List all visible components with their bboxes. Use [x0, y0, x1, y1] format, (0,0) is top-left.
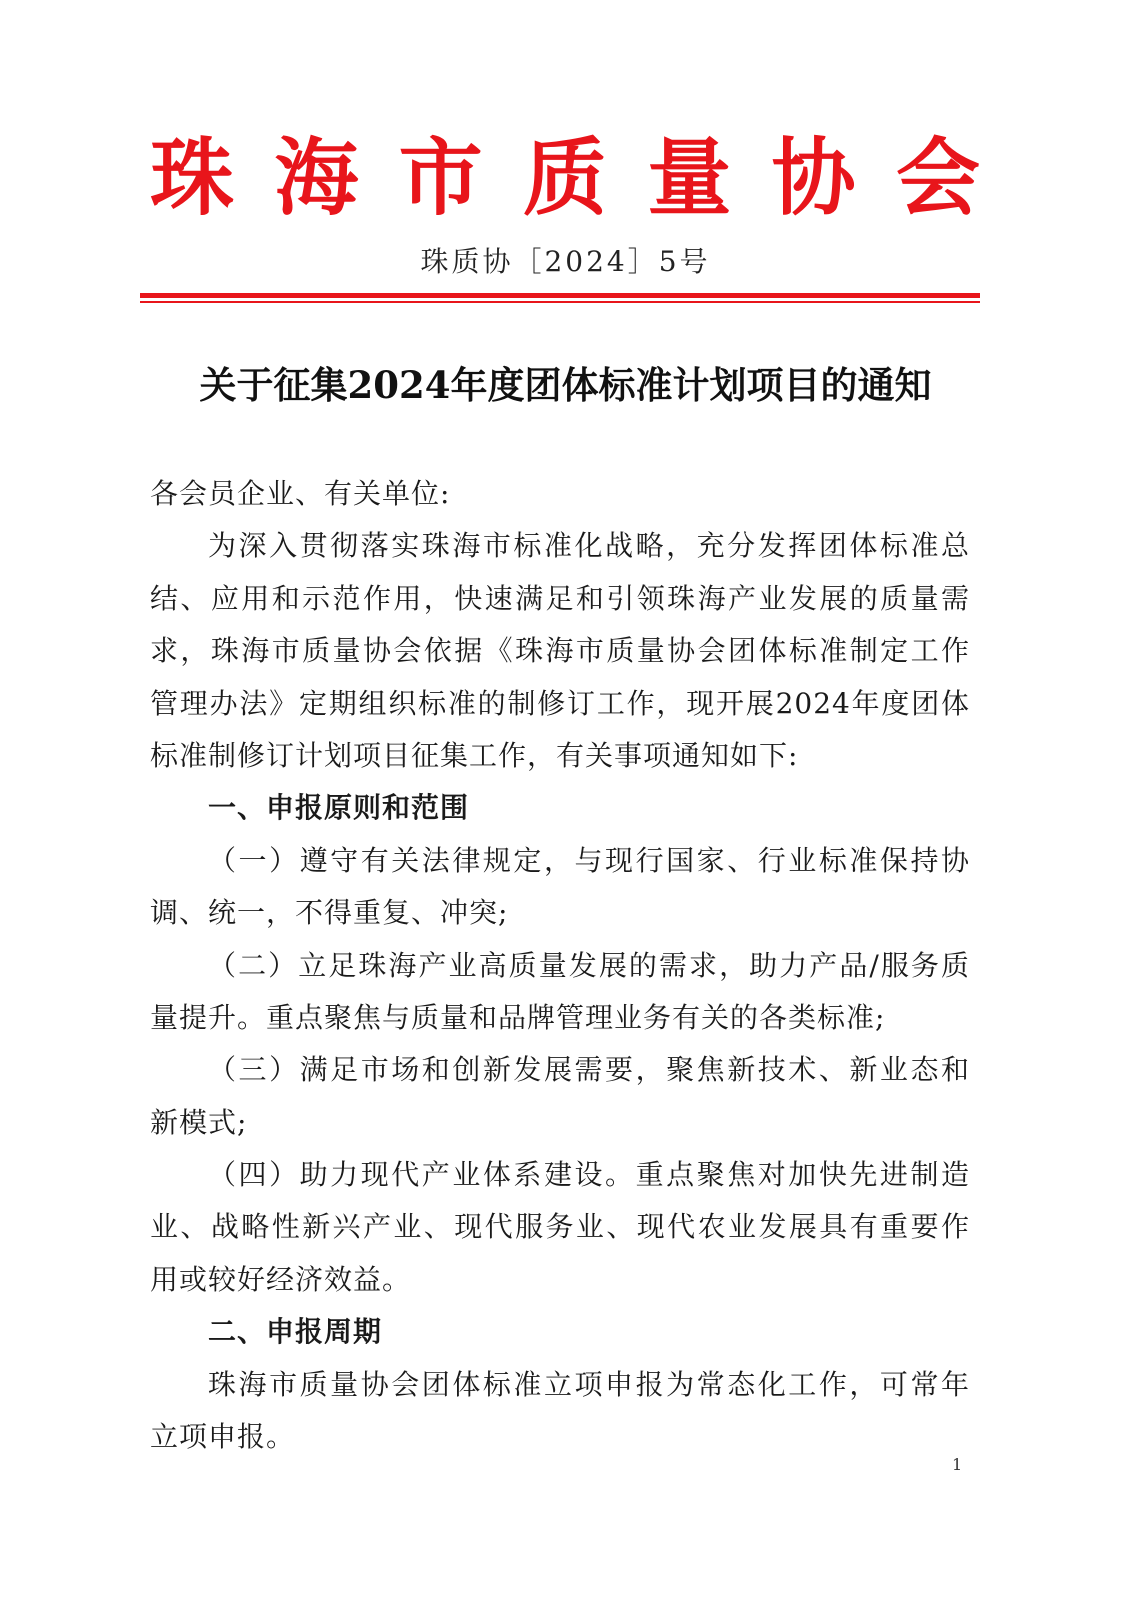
paragraph-line: 为深入贯彻落实珠海市标准化战略，充分发挥团体标准总 — [208, 529, 970, 563]
org-name-char: 质 — [522, 128, 607, 227]
document-body — [150, 468, 970, 1463]
paragraph-line: 求，珠海市质量协会依据《珠海市质量协会团体标准制定工作 — [150, 634, 970, 668]
salutation: 各会员企业、有关单位: — [150, 477, 451, 510]
paragraph-line: 结、应用和示范作用，快速满足和引领珠海产业发展的质量需 — [150, 581, 970, 615]
section-heading: 二、申报周期 — [208, 1315, 383, 1349]
org-name-char: 市 — [398, 128, 483, 227]
header-divider-thick — [140, 293, 980, 298]
paragraph-line: 立项申报。 — [150, 1420, 296, 1454]
paragraph-line: （二）立足珠海产业高质量发展的需求，助力产品/服务质 — [208, 948, 970, 982]
paragraph-line: 调、统一，不得重复、冲突; — [150, 896, 509, 930]
document-title: 关于征集2024年度团体标准计划项目的通知 — [199, 363, 932, 407]
org-name-char: 珠 — [150, 128, 235, 227]
page-number: 1 — [952, 1455, 963, 1474]
paragraph-line: （三）满足市场和创新发展需要，聚焦新技术、新业态和 — [208, 1053, 970, 1087]
paragraph-line: 珠海市质量协会团体标准立项申报为常态化工作，可常年 — [208, 1367, 970, 1401]
section-heading: 一、申报原则和范围 — [208, 791, 470, 825]
header-divider-thin — [140, 301, 980, 303]
paragraph-line: 量提升。重点聚焦与质量和品牌管理业务有关的各类标准; — [150, 1000, 886, 1034]
issuing-org-header — [150, 128, 980, 228]
paragraph-line: （一）遵守有关法律规定，与现行国家、行业标准保持协 — [208, 843, 970, 877]
org-name-char: 量 — [647, 128, 732, 227]
document-number: 珠质协［2024］5号 — [420, 245, 711, 278]
paragraph-line: 管理办法》定期组织标准的制修订工作，现开展2024年度团体 — [150, 686, 970, 720]
paragraph-line: （四）助力现代产业体系建设。重点聚焦对加快先进制造 — [208, 1158, 970, 1192]
paragraph-line: 业、战略性新兴产业、现代服务业、现代农业发展具有重要作 — [150, 1210, 970, 1244]
org-name-char: 协 — [771, 128, 856, 227]
paragraph-line: 新模式; — [150, 1105, 248, 1139]
paragraph-line: 标准制修订计划项目征集工作，有关事项通知如下: — [150, 738, 799, 772]
paragraph-line: 用或较好经济效益。 — [150, 1262, 412, 1296]
org-name-char: 海 — [274, 128, 359, 227]
org-name-char: 会 — [895, 128, 980, 227]
